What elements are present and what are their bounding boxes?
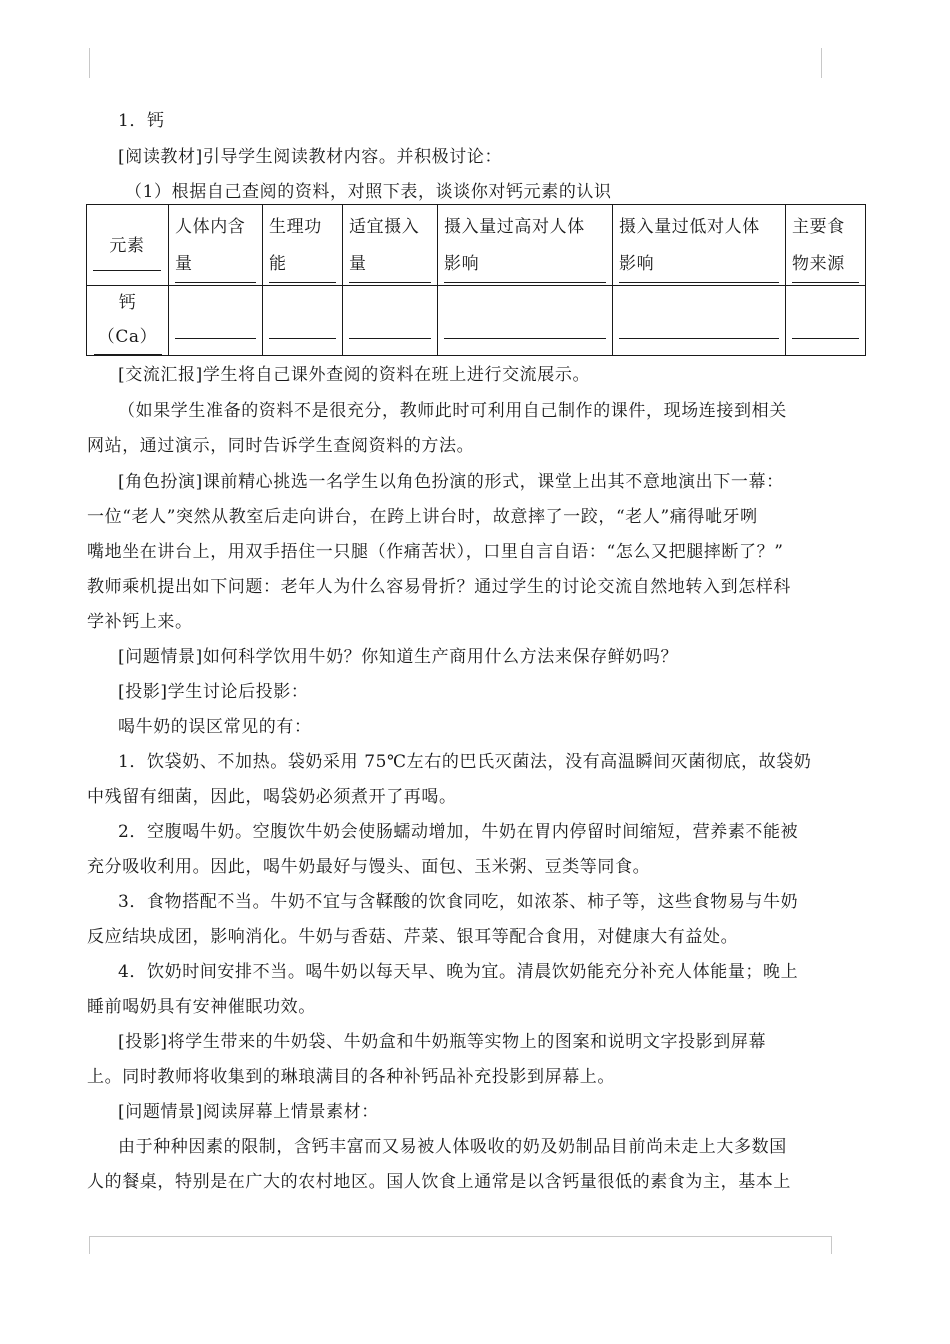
header-excess-intake-effect: 摄入量过高对人体 影响 [438, 205, 613, 286]
footer-rule [89, 1236, 832, 1237]
list-item-1-line1: 1．饮袋奶、不加热。袋奶采用 75℃左右的巴氏灭菌法，没有高温瞬间灭菌彻底，故袋奶 [118, 752, 812, 772]
paragraph-material-line2: 人的餐桌，特别是在广大的农村地区。国人饮食上通常是以含钙量很低的素食为主，基本上 [87, 1172, 791, 1192]
header-main-food-sources: 主要食 物来源 [786, 205, 866, 286]
table-row-calcium [87, 286, 866, 356]
list-item-4-line1: 4．饮奶时间安排不当。喝牛奶以每天早、晚为宜。清晨饮奶能充分补充人体能量；晚上 [118, 962, 799, 982]
paragraph-scenario-material: [问题情景]阅读屏幕上情景素材： [118, 1102, 379, 1122]
header-physiological-function: 生理功 能 [263, 205, 343, 286]
header-body-content: 人体内含 量 [169, 205, 263, 286]
blank-cell [786, 286, 866, 356]
paragraph-misconceptions-intro: 喝牛奶的误区常见的有： [118, 717, 312, 737]
crop-mark-bottom-left [89, 1236, 90, 1254]
crop-mark-bottom-right [831, 1236, 832, 1254]
section-title: 1．钙 [118, 111, 165, 131]
list-item-1-line2: 中残留有细菌，因此，喝袋奶必须煮开了再喝。 [87, 787, 457, 807]
table-intro: （1）根据自己查阅的资料，对照下表，谈谈你对钙元素的认识 [125, 182, 612, 202]
header-deficient-intake-effect: 摄入量过低对人体 影响 [613, 205, 786, 286]
paragraph-projection2-line1: [投影]将学生带来的牛奶袋、牛奶盒和牛奶瓶等实物上的图案和说明文字投影到屏幕 [118, 1032, 767, 1052]
blank-cell [343, 286, 438, 356]
crop-mark-top-left [89, 48, 90, 78]
paragraph-note-line2: 网站，通过演示，同时告诉学生查阅资料的方法。 [87, 436, 475, 456]
paragraph-role-play-line4: 教师乘机提出如下问题：老年人为什么容易骨折？通过学生的讨论交流自然地转入到怎样科 [87, 577, 791, 597]
read-material-line: [阅读教材]引导学生阅读教材内容。并积极讨论： [118, 147, 503, 167]
blank-cell [438, 286, 613, 356]
list-item-2-line1: 2．空腹喝牛奶。空腹饮牛奶会使肠蠕动增加，牛奶在胃内停留时间缩短，营养素不能被 [118, 822, 799, 842]
element-symbol: （Ca） [94, 320, 162, 355]
paragraph-role-play-line1: [角色扮演]课前精心挑选一名学生以角色扮演的形式，课堂上出其不意地演出下一幕： [118, 472, 784, 492]
calcium-table [86, 204, 866, 356]
table-header-row [87, 205, 866, 286]
blank-cell [613, 286, 786, 356]
element-name: 钙 [118, 293, 137, 313]
paragraph-note-line1: （如果学生准备的资料不是很充分，教师此时可利用自己制作的课件，现场连接到相关 [118, 401, 787, 421]
blank-cell [263, 286, 343, 356]
list-item-3-line2: 反应结块成团，影响消化。牛奶与香菇、芹菜、银耳等配合食用，对健康大有益处。 [87, 927, 739, 947]
header-element: 元素 [87, 205, 169, 286]
crop-mark-top-right [821, 48, 822, 78]
element-cell-calcium [87, 286, 169, 356]
list-item-2-line2: 充分吸收利用。因此，喝牛奶最好与馒头、面包、玉米粥、豆类等同食。 [87, 857, 651, 877]
paragraph-problem-scenario: [问题情景]如何科学饮用牛奶？你知道生产商用什么方法来保存鲜奶吗？ [118, 647, 679, 667]
list-item-4-line2: 睡前喝奶具有安神催眠功效。 [87, 997, 316, 1017]
blank-cell [169, 286, 263, 356]
paragraph-role-play-line5: 学补钙上来。 [87, 612, 193, 632]
header-suitable-intake: 适宜摄入 量 [343, 205, 438, 286]
list-item-3-line1: 3．食物搭配不当。牛奶不宜与含鞣酸的饮食同吃，如浓茶、柿子等，这些食物易与牛奶 [118, 892, 799, 912]
paragraph-projection2-line2: 上。同时教师将收集到的琳琅满目的各种补钙品补充投影到屏幕上。 [87, 1067, 615, 1087]
paragraph-role-play-line2: 一位“老人”突然从教室后走向讲台，在跨上讲台时，故意摔了一跤，“老人”痛得呲牙咧 [87, 507, 758, 527]
paragraph-projection: [投影]学生讨论后投影： [118, 682, 309, 702]
paragraph-exchange-report: [交流汇报]学生将自己课外查阅的资料在班上进行交流展示。 [118, 365, 591, 385]
paragraph-material-line1: 由于种种因素的限制，含钙丰富而又易被人体吸收的奶及奶制品目前尚未走上大多数国 [118, 1137, 787, 1157]
paragraph-role-play-line3: 嘴地坐在讲台上，用双手捂住一只腿（作痛苦状），口里自言自语：“怎么又把腿摔断了？” [87, 542, 784, 562]
